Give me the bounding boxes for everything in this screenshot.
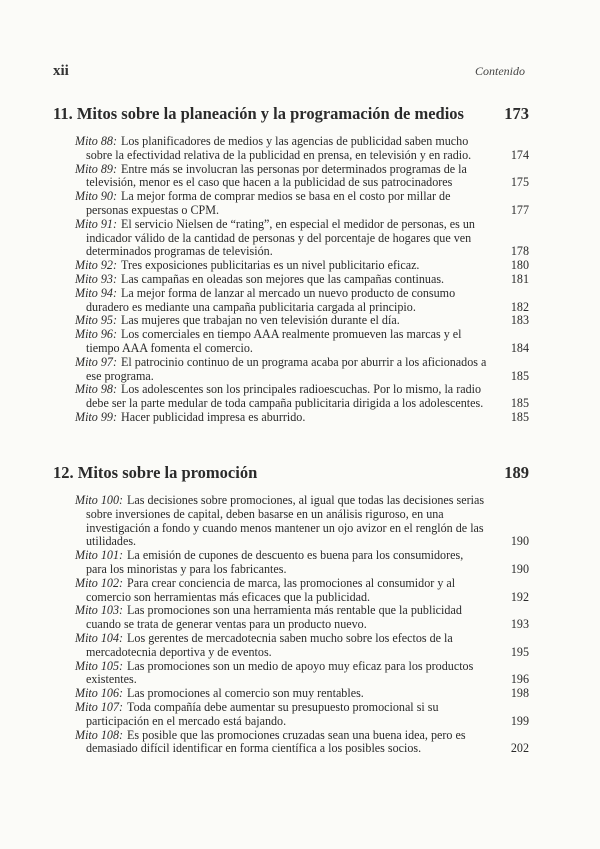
entry-page-number: 185: [510, 409, 529, 424]
toc-entry: [75, 328, 529, 356]
myth-label: Mito 97:: [75, 354, 117, 369]
myth-label: Mito 99:: [75, 409, 117, 424]
toc-entry-body: [75, 632, 499, 660]
entry-page-number: 198: [510, 686, 529, 701]
chapter-page-number: 173: [504, 104, 529, 123]
myth-label: Mito 101:: [75, 548, 124, 563]
toc-entry-body: [75, 273, 499, 287]
myth-label: Mito 90:: [75, 189, 117, 204]
myth-text: La emisión de cupones de descuento es buena para los consumidores, para los minoristas y para los fabricantes.: [86, 548, 464, 576]
myth-text: Las campañas en oleadas son mejores que las campañas continuas.: [121, 271, 445, 286]
entry-page-number: 185: [510, 396, 529, 411]
myth-label: Mito 107:: [75, 699, 124, 714]
toc-entry-body: [75, 660, 499, 688]
entry-page-number: 190: [510, 534, 529, 549]
toc-entry: [75, 577, 529, 605]
toc-entry-body: [75, 135, 499, 163]
toc-entry-body: [75, 314, 499, 328]
toc-entry: [75, 163, 529, 191]
myth-label: Mito 89:: [75, 161, 117, 176]
toc-entry: [75, 494, 529, 549]
myth-text: Hacer publicidad impresa es aburrido.: [121, 409, 306, 424]
myth-text: Los gerentes de mercadotecnia saben mucho sobre los efectos de la mercadotecnia deportiva y de eventos.: [86, 630, 453, 659]
toc-entry: [75, 729, 529, 757]
entry-page-number: 175: [510, 175, 529, 190]
toc-entry: [75, 383, 529, 411]
myth-text: Las promociones son una herramienta más rentable que la publicidad cuando se trata de generar ventas para un producto nuevo.: [86, 603, 462, 632]
chapter-12: [53, 463, 529, 756]
toc-entry-body: [75, 287, 499, 315]
entry-page-number: 183: [510, 313, 529, 328]
toc-entry-body: [75, 356, 499, 384]
chapter-heading: [53, 104, 529, 128]
entry-page-number: 185: [510, 368, 529, 383]
toc-entry-body: [75, 701, 499, 729]
myth-text: El servicio Nielsen de “rating”, en especial el medidor de personas, es un indicador válido de la cantidad de personas y del porcentaje de hogares que ven determinados programas de televisión.: [86, 216, 475, 259]
chapter-title: 11. Mitos sobre la planeación y la programación de medios: [53, 104, 464, 123]
entry-page-number: 190: [510, 561, 529, 576]
myth-label: Mito 96:: [75, 327, 117, 342]
toc-entry-body: [75, 494, 499, 549]
entry-page-number: 181: [510, 271, 529, 286]
chapter-11: [53, 104, 529, 425]
toc-entry: [75, 273, 529, 287]
toc-entry: [75, 687, 529, 701]
toc-entry: [75, 411, 529, 425]
toc-entry-body: [75, 259, 499, 273]
myth-text: Toda compañía debe aumentar su presupuesto promocional si su participación en el mercado está bajando.: [86, 699, 439, 728]
toc-entry: [75, 314, 529, 328]
toc-entry-list: [75, 494, 529, 756]
myth-text: Las mujeres que trabajan no ven televisión durante el día.: [121, 313, 400, 328]
toc-entry-body: [75, 411, 499, 425]
myth-label: Mito 95:: [75, 313, 117, 328]
myth-text: La mejor forma de comprar medios se basa en el costo por millar de personas expuestas o CPM.: [86, 189, 451, 217]
myth-text: Las decisiones sobre promociones, al igual que todas las decisiones serias sobre inversiones de capital, deben basarse en un análisis riguroso, en una investigación a fondo y cuando menos mantener un ojo avizor en el renglón de las utilidades.: [86, 493, 485, 549]
myth-label: Mito 108:: [75, 727, 124, 742]
myth-label: Mito 105:: [75, 658, 124, 673]
entry-page-number: 199: [510, 713, 529, 728]
toc-entry-body: [75, 218, 499, 259]
myth-label: Mito 102:: [75, 575, 124, 590]
myth-label: Mito 94:: [75, 285, 117, 300]
entry-page-number: 182: [510, 299, 529, 314]
toc-entry-body: [75, 190, 499, 218]
myth-label: Mito 103:: [75, 603, 124, 618]
myth-label: Mito 88:: [75, 134, 117, 148]
toc-entry-body: [75, 577, 499, 605]
toc-entry: [75, 356, 529, 384]
myth-text: Tres exposiciones publicitarias es un nivel publicitario eficaz.: [121, 258, 420, 273]
myth-label: Mito 106:: [75, 686, 124, 701]
running-section-title: Contenido: [475, 64, 525, 78]
toc-entry: [75, 632, 529, 660]
toc-entry-body: [75, 687, 499, 701]
toc-entry: [75, 701, 529, 729]
entry-page-number: 184: [510, 340, 529, 355]
toc-entry-body: [75, 729, 499, 757]
chapter-title: 12. Mitos sobre la promoción: [53, 463, 258, 482]
toc-entry: [75, 604, 529, 632]
entry-page-number: 180: [510, 258, 529, 273]
myth-text: Entre más se involucran las personas por determinados programas de la televisión, menor es el caso que hacen a la publicidad de sus patrocinadores: [86, 161, 467, 190]
toc-entry: [75, 190, 529, 218]
entry-page-number: 177: [510, 202, 529, 217]
entry-page-number: 178: [510, 244, 529, 259]
myth-label: Mito 92:: [75, 258, 117, 273]
chapter-heading: [53, 463, 529, 487]
myth-text: Es posible que las promociones cruzadas sean una buena idea, pero es demasiado difícil identificar en forma científica a los posibles socios.: [86, 727, 466, 756]
toc-entry-body: [75, 163, 499, 191]
myth-text: Los comerciales en tiempo AAA realmente promueven las marcas y el tiempo AAA fomenta el comercio.: [86, 327, 462, 355]
toc-entry: [75, 287, 529, 315]
myth-label: Mito 91:: [75, 216, 117, 231]
myth-text: Las promociones son un medio de apoyo muy eficaz para los productos existentes.: [86, 658, 474, 687]
toc-entry: [75, 259, 529, 273]
toc-entry-body: [75, 328, 499, 356]
entry-page-number: 192: [510, 589, 529, 604]
toc-entry: [75, 549, 529, 577]
toc-entry-body: [75, 604, 499, 632]
toc-entry-list: [75, 135, 529, 425]
myth-text: La mejor forma de lanzar al mercado un nuevo producto de consumo duradero es mediante una campaña publicitaria cargada al principio.: [86, 285, 456, 314]
toc-entry: [75, 218, 529, 259]
myth-text: Para crear conciencia de marca, las promociones al consumidor y al comercio son herramientas más eficaces que la publicidad.: [86, 575, 456, 604]
toc-entry: [75, 660, 529, 688]
myth-label: Mito 104:: [75, 630, 124, 645]
myth-text: Los planificadores de medios y las agencias de publicidad saben mucho sobre la efectividad relativa de la publicidad en prensa, en televisión y en radio.: [86, 134, 472, 162]
toc-entry-body: [75, 549, 499, 577]
page-folio: xii: [53, 63, 69, 79]
entry-page-number: 195: [510, 644, 529, 659]
myth-text: El patrocinio continuo de un programa acaba por aburrir a los aficionados a ese programa.: [86, 354, 487, 383]
entry-page-number: 196: [510, 672, 529, 687]
myth-label: Mito 93:: [75, 271, 117, 286]
entry-page-number: 193: [510, 617, 529, 632]
myth-text: Los adolescentes son los principales radioescuchas. Por lo mismo, la radio debe ser la parte medular de toda campaña publicitaria dirigida a los adolescentes.: [86, 382, 484, 411]
chapter-page-number: 189: [504, 463, 529, 482]
entry-page-number: 202: [510, 741, 529, 756]
myth-label: Mito 98:: [75, 382, 117, 397]
myth-label: Mito 100:: [75, 493, 124, 507]
running-head: [53, 63, 525, 80]
entry-page-number: 174: [510, 147, 529, 162]
myth-text: Las promociones al comercio son muy rentables.: [127, 686, 364, 701]
toc-entry-body: [75, 383, 499, 411]
toc-entry: [75, 135, 529, 163]
